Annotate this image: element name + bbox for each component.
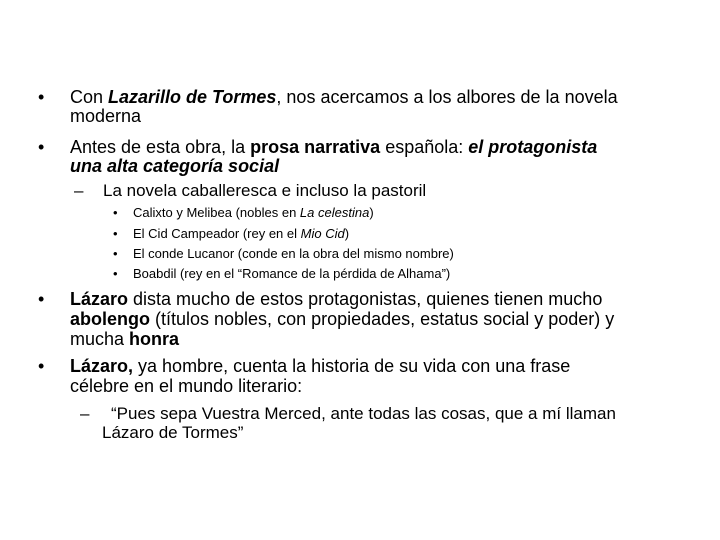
quote-line-2: Lázaro de Tormes” <box>102 423 244 442</box>
bullet-point-1-continuation: moderna <box>70 106 142 126</box>
dash-marker: – <box>74 181 84 200</box>
bullet-point-3-line-2: abolengo (títulos nobles, con propiedades, estatus social y poder) y <box>70 309 615 329</box>
title-lazarillo: Lazarillo de Tormes <box>108 87 277 107</box>
bullet-point-3-line-3: mucha honra <box>70 329 180 349</box>
bullet-marker: • <box>38 356 45 376</box>
prosa-narrativa: prosa narrativa <box>250 137 381 157</box>
bullet-marker: • <box>113 246 118 261</box>
slide: • Con Lazarillo de Tormes, nos acercamos a los albores de la novela moderna • Antes de esta obra, la prosa narrativa española: el protagonista una alta categoría social – La novela caballeresca e incluso la pastoril • Calixto y Melibea (nobles en La celestina) • El Cid Campeador (rey en el Mio Cid) • El conde Lucanor (conde en la obra del mismo nombre) • Boabdil (rey en el “Romance de la pérdida de Alhama”) • Lázaro dista mucho de estos protagonistas, quienes tienen mucho abolengo (títulos nobles, con propiedades, estatus social y poder) y mucha honra • Lázaro, ya hombre, cuenta la historia de su vida con una frase célebre en el mundo literario: – “Pues sepa Vuestra Merced, ante todas las cosas, que a mí llaman Lázaro de Tormes” <box>38 87 618 442</box>
dash-marker: – <box>80 404 90 423</box>
bullet-marker: • <box>38 289 45 309</box>
bullet-text: Con Lazarillo de Tormes, nos acercamos a los albores de la novela <box>70 87 618 107</box>
bullet-marker: • <box>38 87 45 107</box>
bullet-marker: • <box>38 137 45 157</box>
bullet-point-2-continuation: una alta categoría social <box>70 156 280 176</box>
bullet-marker: • <box>113 266 118 281</box>
bullet-marker: • <box>113 226 118 241</box>
bullet-marker: • <box>113 205 118 220</box>
bullet-text: Antes de esta obra, la prosa narrativa española: el protagonista <box>70 137 598 157</box>
bullet-point-4-continuation: célebre en el mundo literario: <box>70 376 303 396</box>
